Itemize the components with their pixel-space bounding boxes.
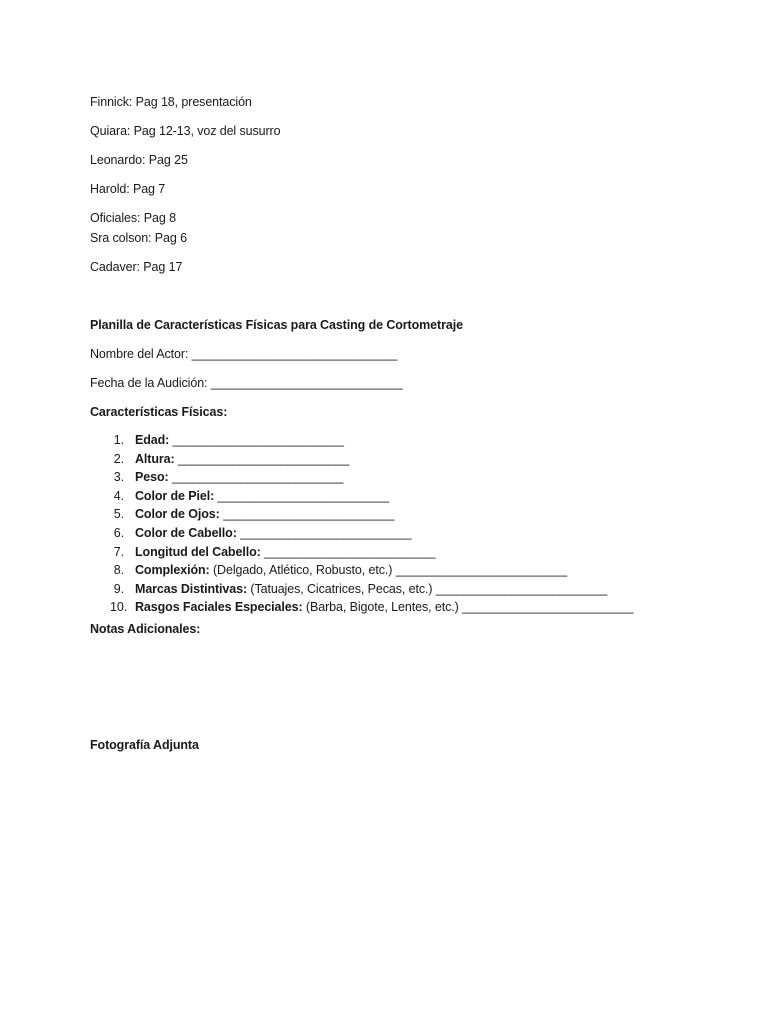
list-item-blank: _________________________ xyxy=(214,488,389,503)
list-item-label: Peso: xyxy=(135,470,169,485)
list-item-number: 8. xyxy=(113,563,124,578)
list-item-number: 1. xyxy=(113,433,124,447)
list-item-label: Edad: xyxy=(135,433,170,447)
cast-note-harold: Harold: Pag 7 xyxy=(90,182,166,196)
characteristics-list xyxy=(90,431,633,617)
additional-notes-heading: Notas Adicionales: xyxy=(90,622,201,636)
list-item-blank: _________________________ xyxy=(236,525,412,540)
list-item-label: Longitud del Cabello: xyxy=(135,544,261,559)
list-item-blank: _________________________ xyxy=(174,451,350,466)
list-item-blank: _________________________ xyxy=(169,433,344,447)
cast-note-finnick: Finnick: Pag 18, presentación xyxy=(90,95,252,109)
list-item-label: Complexión: xyxy=(135,563,210,578)
list-item-blank: _________________________ xyxy=(260,544,436,559)
list-item-number: 10. xyxy=(110,600,128,615)
list-item-number: 2. xyxy=(113,451,124,466)
list-item xyxy=(90,431,633,450)
list-item xyxy=(90,598,633,617)
list-item-blank: (Barba, Bigote, Lentes, etc.) _________________________ xyxy=(302,600,634,615)
list-item xyxy=(90,543,633,562)
attached-photo-heading: Fotografía Adjunta xyxy=(90,738,199,752)
list-item-label: Color de Cabello: xyxy=(135,525,237,540)
cast-note-quiara: Quiara: Pag 12-13, voz del susurro xyxy=(90,124,281,138)
cast-note-cadaver: Cadaver: Pag 17 xyxy=(90,260,183,274)
physical-characteristics-heading: Características Físicas: xyxy=(90,405,228,419)
list-item-label: Rasgos Faciales Especiales: xyxy=(135,600,303,615)
list-item-number: 4. xyxy=(113,488,124,503)
list-item-number: 9. xyxy=(113,581,124,596)
list-item-blank: (Delgado, Atlético, Robusto, etc.) _________________________ xyxy=(209,563,567,578)
list-item-blank: _________________________ xyxy=(219,507,395,522)
list-item-number: 5. xyxy=(113,507,124,522)
list-item xyxy=(90,468,633,487)
list-item xyxy=(90,450,633,469)
list-item-number: 6. xyxy=(113,525,124,540)
list-item-label: Marcas Distintivas: xyxy=(135,581,248,596)
list-item-blank: _________________________ xyxy=(168,470,344,485)
cast-note-oficiales: Oficiales: Pag 8 xyxy=(90,211,176,225)
list-item xyxy=(90,580,633,599)
list-item-number: 3. xyxy=(113,470,124,485)
list-item-blank: (Tatuajes, Cicatrices, Pecas, etc.) _________________________ xyxy=(247,581,608,596)
form-title: Planilla de Características Físicas para Casting de Cortometraje xyxy=(90,318,463,332)
list-item xyxy=(90,561,633,580)
cast-note-leonardo: Leonardo: Pag 25 xyxy=(90,153,188,167)
list-item xyxy=(90,524,633,543)
list-item-number: 7. xyxy=(113,544,124,559)
actor-name-field: Nombre del Actor: ______________________________ xyxy=(90,347,398,361)
list-item-label: Color de Piel: xyxy=(135,488,215,503)
cast-note-sra-colson: Sra colson: Pag 6 xyxy=(90,231,187,245)
audition-date-field: Fecha de la Audición: ____________________________ xyxy=(90,376,403,390)
list-item xyxy=(90,505,633,524)
list-item-label: Color de Ojos: xyxy=(135,507,220,522)
list-item-label: Altura: xyxy=(135,451,175,466)
list-item xyxy=(90,487,633,506)
